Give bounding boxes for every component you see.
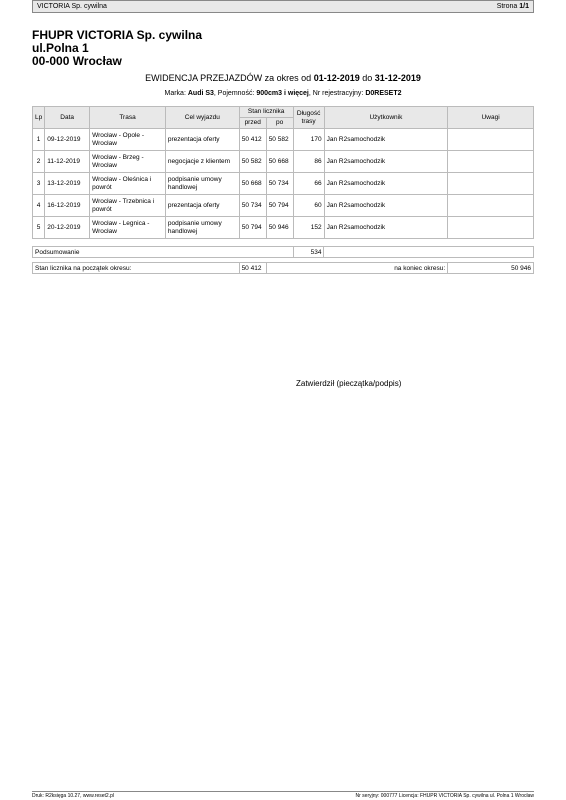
cell-date: 11-12-2019 — [45, 151, 90, 173]
trips-table — [32, 106, 534, 239]
cell-user: Jan R2samochodzik — [324, 129, 448, 151]
company-block — [32, 29, 202, 68]
cell-user: Jan R2samochodzik — [324, 195, 448, 217]
cell-user: Jan R2samochodzik — [324, 217, 448, 239]
footer-print-info: Druk: R2księga 10.27, www.reset2.pl — [32, 793, 114, 799]
odometer-start-label: Stan licznika na początek okresu: — [33, 263, 240, 274]
cell-lp: 3 — [33, 173, 45, 195]
cell-date: 13-12-2019 — [45, 173, 90, 195]
cell-route: Wrocław - Trzebnica i powrót — [90, 195, 166, 217]
cell-before: 50 734 — [239, 195, 266, 217]
company-name: FHUPR VICTORIA Sp. cywilna — [32, 28, 203, 42]
footer-divider — [32, 791, 534, 792]
summary-empty — [324, 247, 534, 258]
cell-purpose: podpisanie umowy handlowej — [165, 173, 239, 195]
cell-before: 50 668 — [239, 173, 266, 195]
page-header — [32, 0, 534, 13]
cell-purpose: negocjacje z klientem — [165, 151, 239, 173]
cell-lp: 2 — [33, 151, 45, 173]
col-notes: Uwagi — [448, 107, 534, 129]
col-date: Data — [45, 107, 90, 129]
cell-after: 50 734 — [266, 173, 293, 195]
summary-table — [32, 246, 534, 258]
table-row — [33, 173, 534, 195]
summary-total: 534 — [293, 247, 324, 258]
cell-lp: 1 — [33, 129, 45, 151]
summary-label: Podsumowanie — [33, 247, 294, 258]
cell-route: Wrocław - Legnica - Wrocław — [90, 217, 166, 239]
cell-before: 50 794 — [239, 217, 266, 239]
table-row — [33, 151, 534, 173]
cell-after: 50 794 — [266, 195, 293, 217]
cell-distance: 66 — [293, 173, 324, 195]
header-company: VICTORIA Sp. cywilna — [37, 3, 107, 10]
cell-notes — [448, 129, 534, 151]
cell-notes — [448, 173, 534, 195]
table-row — [33, 129, 534, 151]
cell-purpose: prezentacja oferty — [165, 129, 239, 151]
cell-after: 50 668 — [266, 151, 293, 173]
report-title: EWIDENCJA PRZEJAZDÓW za okres od 01-12-2019 do 31-12-2019 — [145, 73, 421, 83]
cell-route: Wrocław - Brzeg - Wrocław — [90, 151, 166, 173]
cell-route: Wrocław - Oleśnica i powrót — [90, 173, 166, 195]
odometer-row — [33, 263, 534, 274]
cell-date: 09-12-2019 — [45, 129, 90, 151]
col-lp: Lp — [33, 107, 45, 129]
company-street: ul.Polna 1 — [32, 41, 89, 55]
company-city: 00-000 Wrocław — [32, 54, 122, 68]
table-row — [33, 217, 534, 239]
cell-user: Jan R2samochodzik — [324, 173, 448, 195]
col-route: Trasa — [90, 107, 166, 129]
cell-distance: 86 — [293, 151, 324, 173]
footer-license: Nr seryjny: 000777 Licencja: FHUPR VICTORIA Sp. cywilna ul. Polna 1 Wrocław — [355, 793, 534, 799]
odometer-end-label: na koniec okresu: — [266, 263, 448, 274]
cell-after: 50 582 — [266, 129, 293, 151]
cell-notes — [448, 195, 534, 217]
col-odometer: Stan licznika — [239, 107, 293, 118]
cell-lp: 4 — [33, 195, 45, 217]
odometer-table — [32, 262, 534, 274]
summary-row — [33, 247, 534, 258]
approval-signature: Zatwierdził (pieczątka/podpis) — [296, 379, 402, 388]
cell-route: Wrocław - Opole - Wrocław — [90, 129, 166, 151]
cell-purpose: prezentacja oferty — [165, 195, 239, 217]
cell-notes — [448, 151, 534, 173]
cell-distance: 60 — [293, 195, 324, 217]
cell-before: 50 412 — [239, 129, 266, 151]
vehicle-info: Marka: Audi S3, Pojemność: 900cm3 i więcej, Nr rejestracyjny: D0RESET2 — [164, 90, 402, 97]
col-user: Użytkownik — [324, 107, 448, 129]
cell-user: Jan R2samochodzik — [324, 151, 448, 173]
header-page-number: Strona 1/1 — [496, 3, 529, 10]
cell-purpose: podpisanie umowy handlowej — [165, 217, 239, 239]
cell-lp: 5 — [33, 217, 45, 239]
cell-distance: 170 — [293, 129, 324, 151]
odometer-start-value: 50 412 — [239, 263, 266, 274]
col-before: przed — [239, 118, 266, 129]
cell-notes — [448, 217, 534, 239]
cell-date: 16-12-2019 — [45, 195, 90, 217]
cell-distance: 152 — [293, 217, 324, 239]
table-row — [33, 195, 534, 217]
col-after: po — [266, 118, 293, 129]
odometer-end-value: 50 946 — [448, 263, 534, 274]
cell-after: 50 946 — [266, 217, 293, 239]
cell-before: 50 582 — [239, 151, 266, 173]
col-purpose: Cel wyjazdu — [165, 107, 239, 129]
col-distance: Długość trasy — [293, 107, 324, 129]
cell-date: 20-12-2019 — [45, 217, 90, 239]
table-header-row — [33, 107, 534, 118]
